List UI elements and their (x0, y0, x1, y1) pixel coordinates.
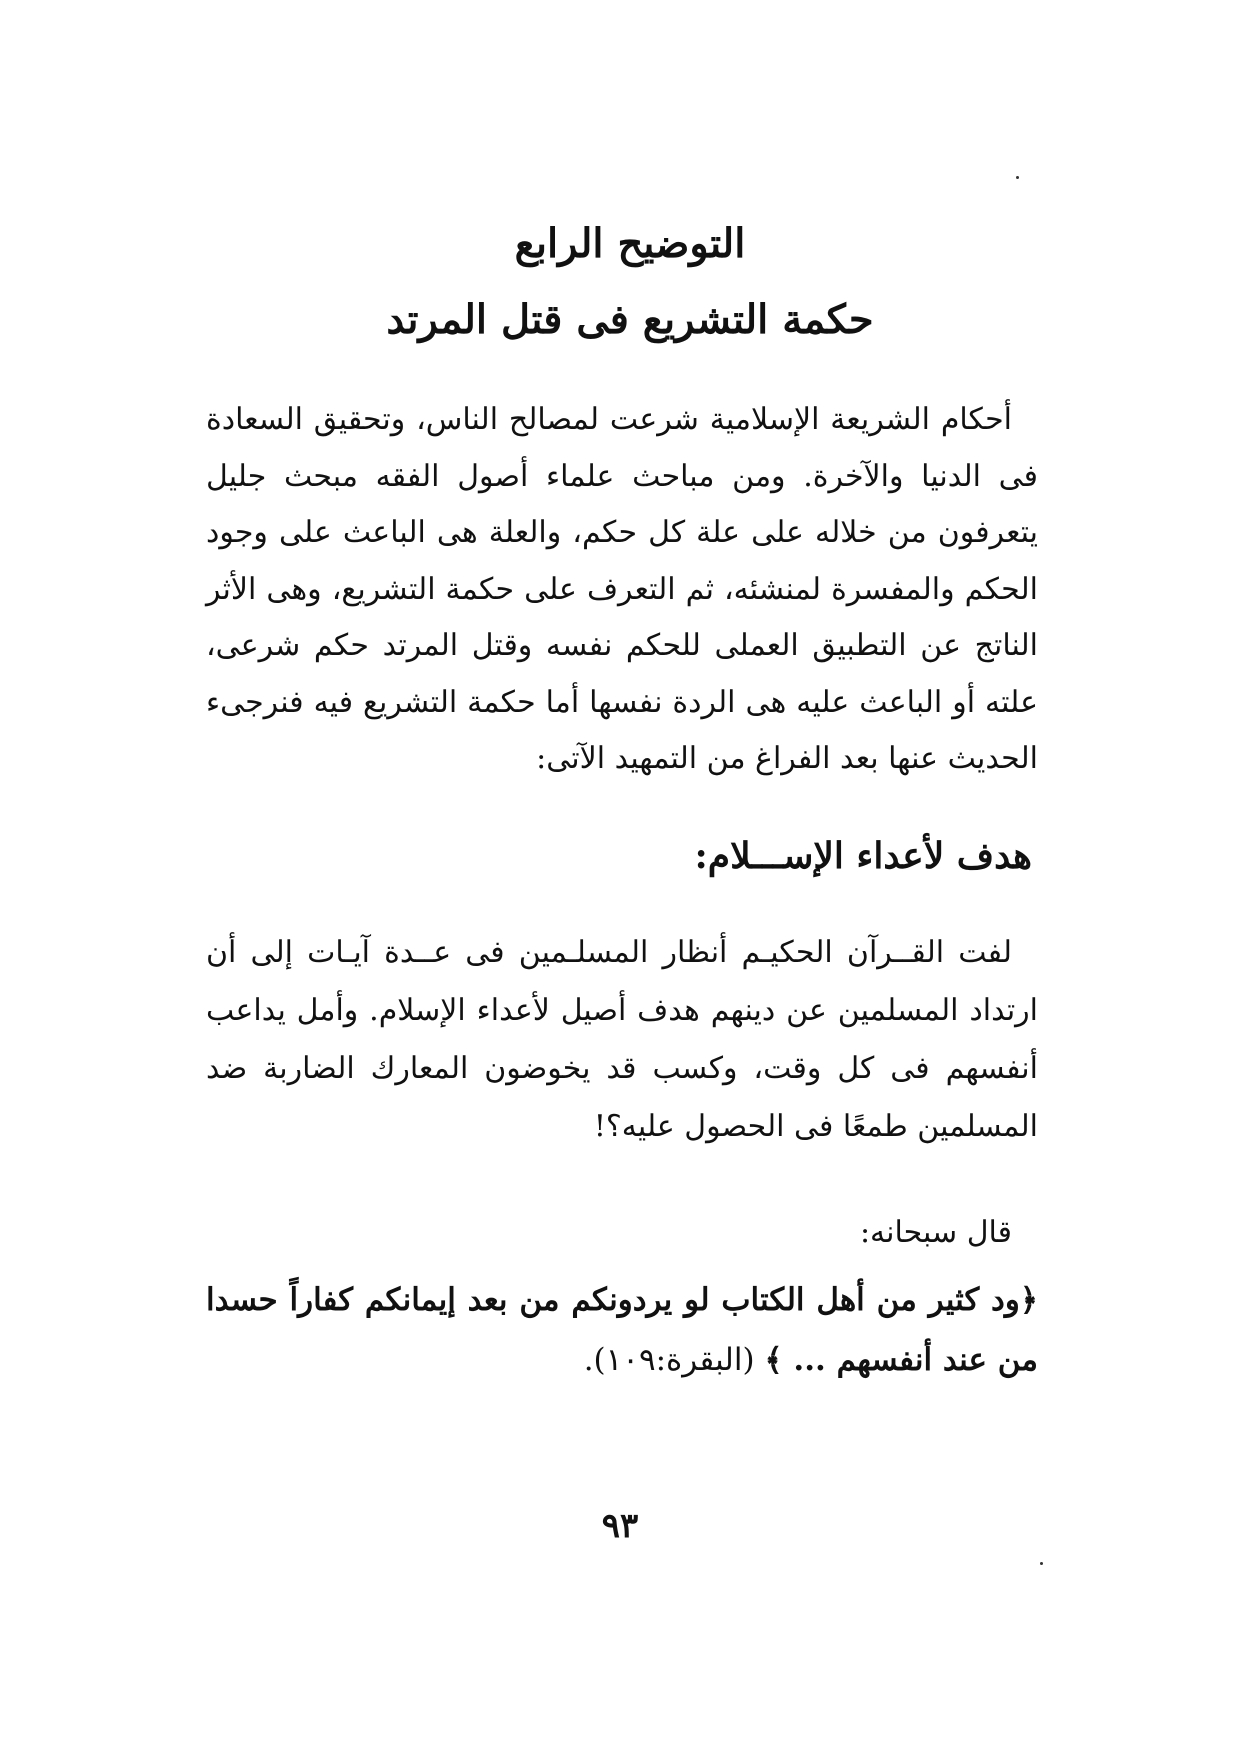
body-paragraph-1: أحكام الشريعة الإسلامية شرعت لمصالح الناس، وتحقيق السعادة فى الدنيا والآخرة. ومن مباحث علماء أصول الفقه مبحث جليل يتعرفون من خلاله على علة كل حكم، والعلة هى الباعث على وجود الحكم والمفسرة لمنشئه، ثم التعرف على حكمة التشريع، وهى الأثر الناتج عن التطبيق العملى للحكم نفسه وقتل المرتد حكم شرعى، علته أو الباعث عليه هى الردة نفسها أما حكمة التشريع فيه فنرجىء الحديث عنها بعد الفراغ من التمهيد الآتى: (206, 402, 1038, 776)
chapter-subtitle: حكمة التشريع فى قتل المرتد (386, 296, 874, 343)
scan-speck (1040, 1562, 1043, 1565)
quran-verse (206, 1270, 1038, 1390)
section-heading: هدف لأعداء الإســـلام: (694, 835, 1032, 877)
quote-intro: قال سبحانه: (859, 1215, 1012, 1250)
verse-text: ﴿ود كثير من أهل الكتاب لو يردونكم من بعد إيمانكم كفاراً حسدا من عند أنفسهم ... ﴾ (206, 1282, 1038, 1378)
body-paragraph-2: لفت القــرآن الحكيـم أنظار المسلـمين فى عــدة آيـات إلى أن ارتداد المسلمين عن دينهم هدف أصيل لأعداء الإسلام. وأمل يداعب أنفسهم فى كل وقت، وكسب قد يخوضون المعارك الضاربة ضد المسلمين طمعًا فى الحصول عليه؟! (206, 935, 1038, 1144)
verse-reference: (البقرة:١٠٩). (583, 1342, 765, 1378)
chapter-title: التوضيح الرابع (514, 220, 746, 267)
page-number: ٩٣ (601, 1506, 639, 1546)
scan-speck (1016, 176, 1019, 179)
